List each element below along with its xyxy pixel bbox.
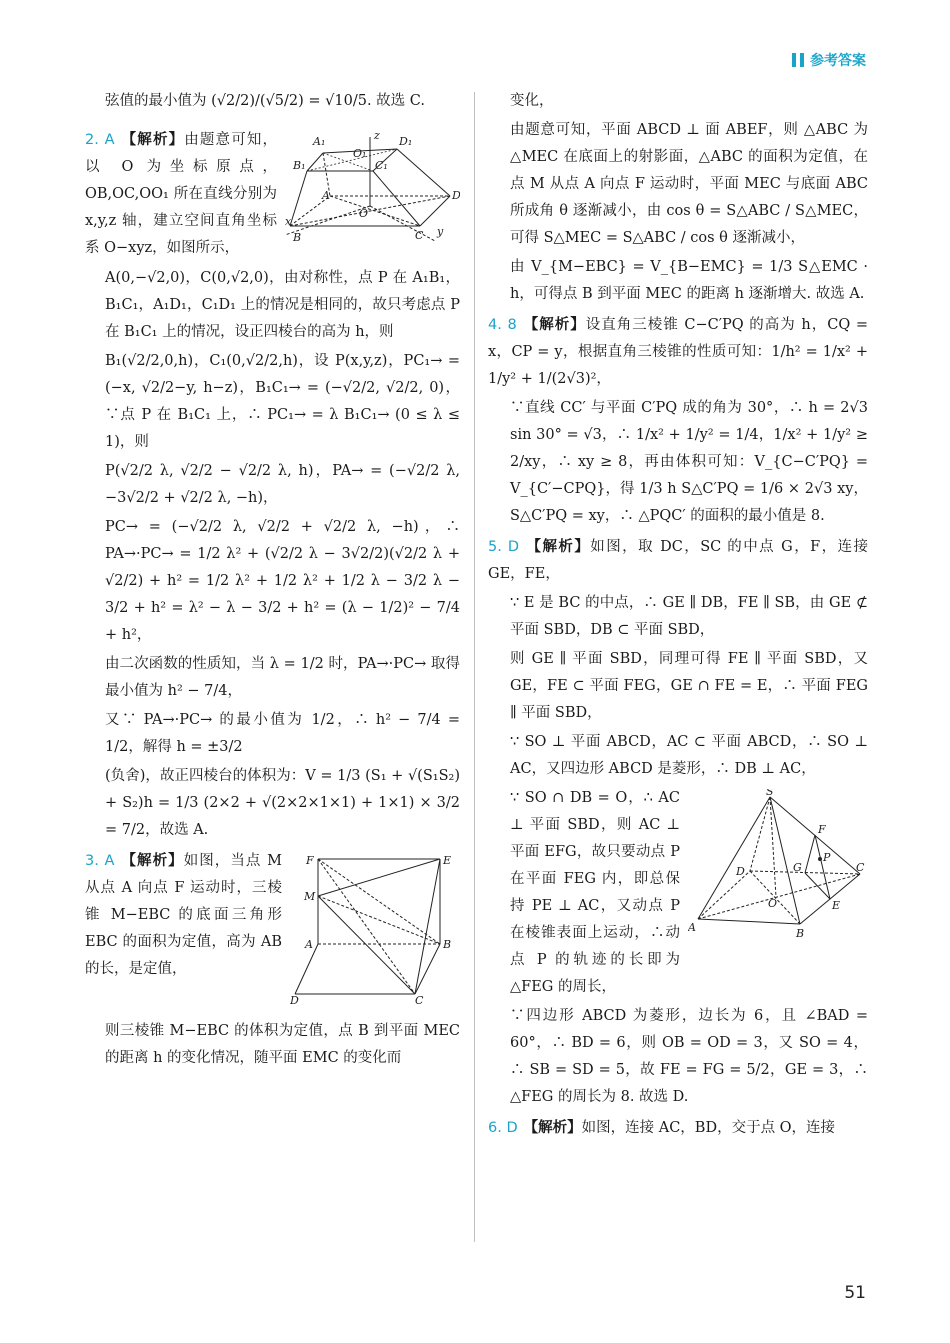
fig2-label: B₁ (293, 159, 306, 172)
q4-tag: 【解析】 (522, 317, 586, 333)
q5-p2: ∵ E 是 BC 的中点，∴ GE ∥ DB，FE ∥ SB，由 GE ⊄ 平面 SBD，DB ⊂ 平面 SBD， (510, 595, 868, 638)
q2-p3: B₁(√2/2,0,h)，C₁(0,√2/2,h)，设 P(x,y,z)，PC₁→ = (−x, √2/2−y, h−z)，B₁C₁→ = (−√2/2, √2/2, 0)，∵点 P 在 B₁C₁ 上，∴ PC₁→ = λ B₁C₁→ (0 ≤ λ ≤ 1)，则 (105, 353, 460, 450)
fig2-label: B (293, 231, 302, 244)
header-title: 参考答案 (810, 53, 866, 69)
q2-number: 2. A (85, 132, 115, 148)
fig2-label: z (374, 131, 380, 142)
q6-p1: 如图，连接 AC，BD，交于点 O，连接 (581, 1120, 836, 1136)
fig2-label: x (285, 215, 292, 228)
fig2-label: C₁ (375, 159, 388, 172)
fig5-label: E (832, 899, 841, 912)
page-number: 51 (844, 1283, 866, 1303)
right-column (488, 88, 869, 1144)
fig2-label: C (415, 229, 424, 242)
fig3-label: B (443, 938, 452, 951)
q4-p2: ∵直线 CC′ 与平面 C′PQ 成的角为 30°，∴ h = 2√3 sin 30° = √3，∴ 1/x² + 1/y² = 1/4，1/x² + 1/y² ≥ 2/xy，∴ xy ≥ 8，再由体积可知：V_{C−C′PQ} = V_{C′−CPQ}，得 1/3 h S△C′PQ = 1/6 × 2√3 xy，S△C′PQ = xy，∴ △PQC′ 的面积的最小值是 8. (510, 400, 868, 524)
q3-p1: 如图，当点 M 从点 A 向点 F 运动时，三棱锥 M−EBC 的底面三角形 EBC 的面积为定值，高为 AB 的长，是定值， (85, 853, 282, 977)
fig5-label: A (688, 921, 696, 934)
q4-p1: 设直角三棱锥 C−C′PQ 的高为 h，CQ = x，CP = y，根据直角三棱锥的性质可知：1/h² = 1/x² + 1/y² + 1/(2√3)²， (488, 317, 869, 387)
pyramid-diagram (688, 789, 868, 939)
fig2-label: A (322, 189, 330, 202)
fig3-label: D (290, 994, 299, 1004)
fig5-label: F (818, 823, 826, 836)
q2-p1: 由题意可知，以 O 为坐标原点，OB,OC,OO₁ 所在直线分别为 x,y,z 轴，建立空间直角坐标系 O−xyz，如图所示， (85, 132, 278, 256)
fig2-label: O (359, 207, 369, 220)
fig2-label: D₁ (399, 135, 413, 148)
figure-q2 (285, 131, 460, 261)
fig2-label: A₁ (313, 135, 326, 148)
q4-number: 4. 8 (488, 317, 517, 333)
fig5-label: B (796, 927, 805, 939)
q2-p7: 又∵ PA→·PC→ 的最小值为 1/2，∴ h² − 7/4 = 1/2，解得 h = ±3/2 (105, 712, 460, 755)
fig2-label: O₁ (353, 147, 367, 160)
q5-p3: 则 GE ∥ 平面 SBD，同理可得 FE ∥ 平面 SBD，又 GE，FE ⊂ 平面 FEG，GE ∩ FE = E，∴ 平面 FEG ∥ 平面 SBD， (510, 651, 868, 721)
prism-diagram (290, 854, 460, 1004)
left-p0: 弦值的最小值为 (√2/2)/(√5/2) = √10/5. 故选 C. (105, 93, 425, 109)
q6-intro (488, 1115, 868, 1142)
column-divider (474, 92, 475, 1242)
q3-number: 3. A (85, 853, 115, 869)
right-p2: 由题意可知，平面 ABCD ⊥ 面 ABEF，则 △ABC 为 △MEC 在底面上的射影面，△ABC 的面积为定值，在点 M 从点 A 向点 F 运动时，平面 MEC 与底面 ABC 所成角 θ 逐渐减小，由 cos θ = S△ABC / S△MEC，可得 S△MEC = S△ABC / cos θ 逐渐减小， (510, 122, 868, 246)
fig3-label: A (305, 938, 313, 951)
left-column (85, 88, 460, 1074)
fig3-label: C (415, 994, 424, 1004)
q5-tag: 【解析】 (525, 539, 591, 555)
figure-q5 (688, 789, 868, 949)
q5-p6: ∵四边形 ABCD 为菱形，边长为 6，且 ∠BAD = 60°，∴ BD = 6，则 OB = OD = 3，又 SO = 4，∴ SB = SD = 5，故 FE = FG = 5/2，GE = 3，∴ △FEG 的周长为 8. 故选 D. (510, 1008, 868, 1105)
q3-p2: 则三棱锥 M−EBC 的体积为定值，点 B 到平面 MEC 的距离 h 的变化情况，随平面 EMC 的变化而 (105, 1023, 460, 1066)
fig2-label: y (437, 225, 444, 238)
q5-number: 5. D (488, 539, 520, 555)
frustum-diagram (285, 131, 460, 251)
q2-p2: A(0,−√2,0)，C(0,√2,0)，由对称性，点 P 在 A₁B₁，B₁C₁，A₁D₁，C₁D₁ 上的情况是相同的，故只考虑点 P 在 B₁C₁ 上的情况，设正四棱台的高为 h，则 (105, 270, 460, 340)
q2-p6: 由二次函数的性质知，当 λ = 1/2 时，PA→·PC→ 取得最小值为 h² − 7/4， (105, 656, 460, 699)
q5-intro (488, 534, 868, 588)
fig5-label: D (736, 865, 745, 878)
fig3-label: F (306, 854, 314, 867)
q6-number: 6. D (488, 1120, 518, 1136)
header-bars-icon (792, 53, 804, 67)
q5-p4: ∵ SO ⊥ 平面 ABCD，AC ⊂ 平面 ABCD，∴ SO ⊥ AC，又四边形 ABCD 是菱形，∴ DB ⊥ AC， (510, 734, 868, 777)
q2-p5: PC→ = (−√2/2 λ, √2/2 + √2/2 λ, −h)，∴ PA→·PC→ = 1/2 λ² + (√2/2 λ − 3√2/2)(√2/2 λ + √2/2) + h² = 1/2 λ² + 1/2 λ² + 1/2 λ − 3/2 λ − 3/2 + h² = λ² − λ − 3/2 + h² = (λ − 1/2)² − 7/4 + h²， (105, 519, 460, 643)
figure-q3 (290, 854, 460, 1014)
fig3-label: M (304, 890, 316, 903)
right-p1: 变化， (510, 93, 554, 109)
right-p3: 由 V_{M−EBC} = V_{B−EMC} = 1/3 S△EMC · h，可得点 B 到平面 MEC 的距离 h 逐渐增大. 故选 A. (510, 259, 868, 302)
q4-intro (488, 312, 868, 393)
fig3-label: E (443, 854, 452, 867)
page-header (792, 50, 866, 70)
fig5-label: C (856, 861, 865, 874)
fig5-label: S (766, 789, 774, 798)
q5-p5: ∵ SO ∩ DB = O，∴ AC ⊥ 平面 SBD，则 AC ⊥ 平面 EFG，故只要动点 P 在平面 FEG 内，即总保持 PE ⊥ AC，又动点 P 在棱锥表面上运动，∴动点 P 的轨迹的长即为 △FEG 的周长， (510, 790, 680, 995)
q6-tag: 【解析】 (523, 1120, 582, 1136)
q2-p8: (负舍)，故正四棱台的体积为：V = 1/3 (S₁ + √(S₁S₂) + S₂)h = 1/3 (2×2 + √(2×2×1×1) + 1×1) × 3/2 = 7/2，故选 A. (105, 768, 460, 838)
q5-p1: 如图，取 DC，SC 的中点 G，F，连接 GE，FE， (488, 539, 869, 582)
fig5-label: O (768, 897, 778, 910)
fig5-label: P (823, 851, 831, 864)
fig5-label: G (793, 861, 802, 874)
q3-tag: 【解析】 (120, 853, 184, 869)
q2-p4: P(√2/2 λ, √2/2 − √2/2 λ, h)，PA→ = (−√2/2 λ, −3√2/2 + √2/2 λ, −h)， (105, 463, 460, 506)
fig2-label: D (452, 189, 460, 202)
q2-tag: 【解析】 (120, 132, 185, 148)
